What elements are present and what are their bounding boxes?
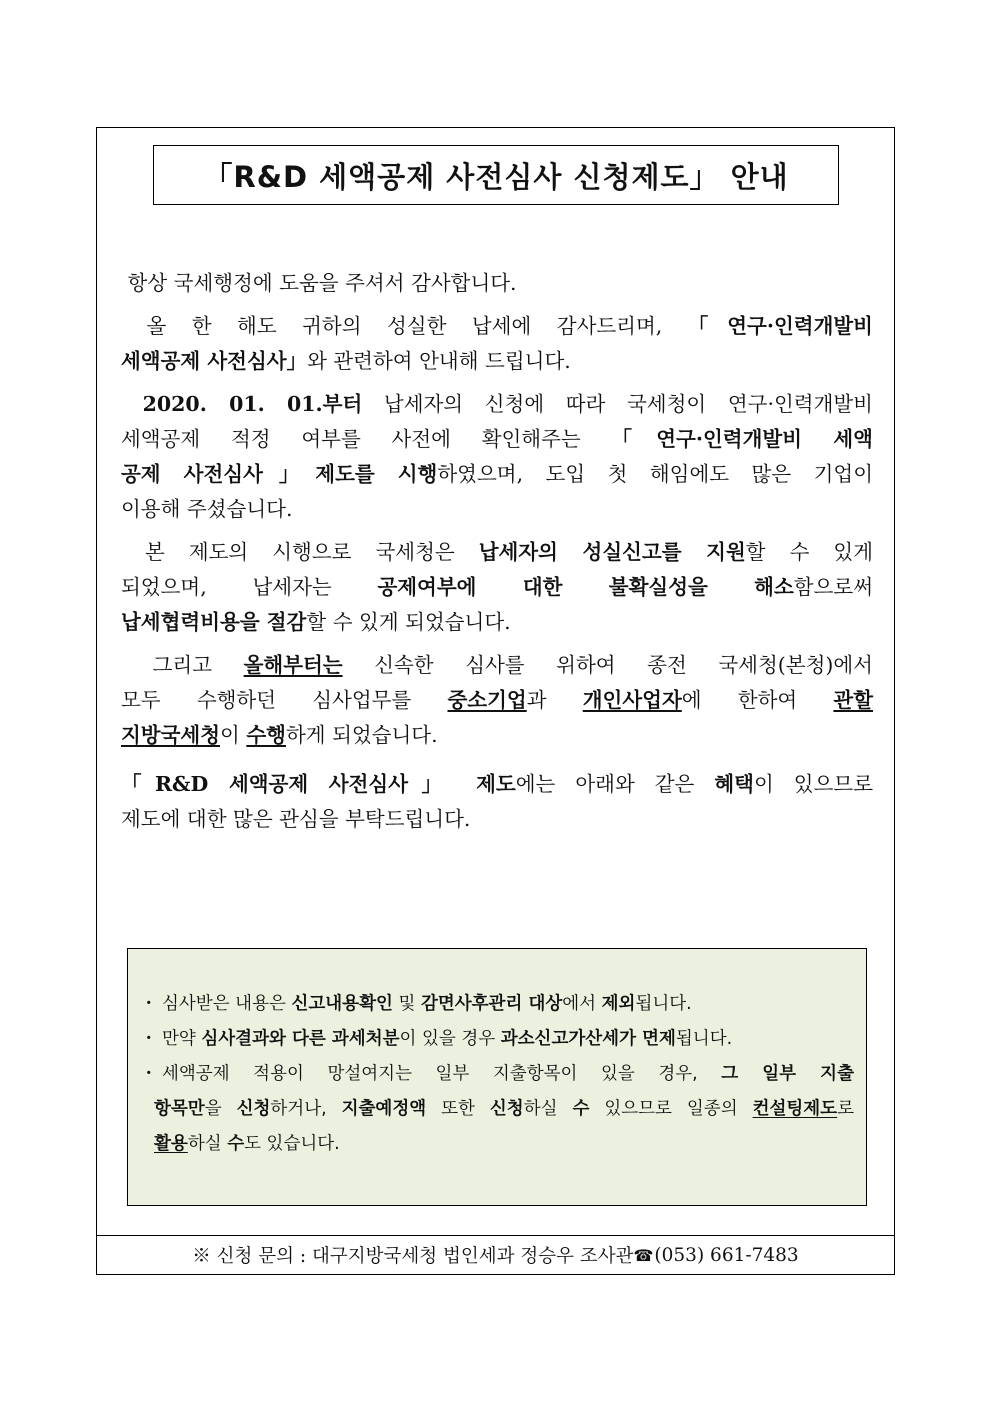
telephone-icon: ☎	[633, 1245, 654, 1265]
text-underlined: 중소기업	[447, 688, 527, 712]
text: 하게 되었습니다.	[285, 723, 438, 747]
text-underlined: 컨설팅제도	[752, 1099, 838, 1119]
bullet-icon: ・	[140, 1064, 158, 1084]
text: 되었으며, 납세자는	[121, 575, 378, 599]
text: 그리고	[152, 653, 244, 677]
text: 하거나,	[270, 1099, 342, 1119]
greeting-text: 항상 국세행정에 도움을 주셔서 감사합니다.	[127, 271, 517, 295]
text: 모두 수행하던 심사업무를	[121, 688, 448, 712]
text: 만약	[162, 1029, 202, 1049]
text: 이	[220, 723, 247, 747]
text: 에는 아래와 같은	[515, 772, 715, 796]
benefits-box	[127, 948, 867, 1206]
text: 에서	[562, 994, 602, 1014]
contact-phone: (053) 661-7483	[654, 1244, 799, 1266]
text-bold: 「R&D 세액공제 사전심사」 제도	[121, 772, 516, 796]
text: 에 한하여	[681, 688, 834, 712]
text-bold: 신청	[236, 1099, 271, 1119]
text: 및	[392, 994, 421, 1014]
text: 와 관련하여 안내해 드립니다.	[307, 349, 571, 373]
text-bold: 「연구·인력개발비 세액	[611, 427, 873, 451]
text-bold: 감면사후관리 대상	[420, 994, 563, 1014]
benefit-item	[140, 1022, 854, 1057]
text-underlined: 개인사업자	[582, 688, 682, 712]
text: 납세자의 신청에 따라 국세청이 연구·인력개발비	[362, 392, 873, 416]
text-bold: 과소신고가산세가 면제	[500, 1029, 676, 1049]
text: 올 한 해도 귀하의 성실한 납세에 감사드리며,	[146, 314, 688, 338]
text-bold: 공제여부에 대한 불확실성을 해소	[377, 575, 794, 599]
text: 제도에 대한 많은 관심을 부탁드립니다.	[121, 807, 471, 831]
notice-body	[121, 266, 873, 845]
text-underlined: 지방국세청	[121, 723, 221, 747]
notice-frame	[96, 127, 895, 1275]
text-bold: 항목만	[154, 1099, 205, 1119]
text-bold: 수	[227, 1134, 245, 1154]
text: 심사받은 내용은	[162, 994, 292, 1014]
bullet-icon: ・	[140, 1029, 158, 1049]
text-bold: 지출예정액	[341, 1099, 427, 1119]
text: 함으로써	[793, 575, 873, 599]
benefit-item	[140, 987, 854, 1022]
text: 있으므로 일종의	[589, 1099, 753, 1119]
text-bold: 수	[572, 1099, 590, 1119]
text: 됩니다.	[675, 1029, 733, 1049]
text-bold: 그 일부 지출	[721, 1064, 854, 1084]
paragraph-effect	[121, 535, 873, 640]
text: 하실	[187, 1134, 228, 1154]
text: 하였으며, 도입 첫 해임에도 많은 기업이	[437, 462, 873, 486]
paragraph-background	[121, 387, 873, 527]
text: 이 있을 경우	[399, 1029, 501, 1049]
text: 이용해 주셨습니다.	[121, 497, 293, 521]
text: 할 수 있게 되었습니다.	[306, 610, 511, 634]
text-bold: 신고내용확인	[291, 994, 393, 1014]
paragraph-closing	[121, 767, 873, 837]
text: 신속한 심사를 위하여 종전 국세청(본청)에서	[342, 653, 873, 677]
text: 과	[526, 688, 583, 712]
text-bold: 납세협력비용을 절감	[121, 610, 307, 634]
text: 도 있습니다.	[244, 1134, 340, 1154]
paragraph-intro	[121, 309, 873, 379]
text: 본 제도의 시행으로 국세청은	[145, 540, 479, 564]
benefits-list	[140, 987, 854, 1162]
paragraph-greeting	[121, 266, 873, 301]
text-bold: 공제 사전심사」제도를 시행	[121, 462, 438, 486]
text-bold: 혜택	[714, 772, 754, 796]
text-bold: 제외	[601, 994, 636, 1014]
text-bold: 심사결과와 다른 과세처분	[201, 1029, 400, 1049]
text-bold: 신청	[489, 1099, 524, 1119]
benefit-item	[140, 1057, 854, 1162]
text: 됩니다.	[635, 994, 692, 1014]
text: 할 수 있게	[745, 540, 874, 564]
text-underlined: 수행	[246, 723, 286, 747]
bullet-icon: ・	[140, 994, 158, 1014]
start-date: 2020. 01. 01.부터	[142, 392, 363, 416]
contact-text: ※ 신청 문의 : 대구지방국세청 법인세과 정승우 조사관	[192, 1246, 634, 1267]
text-bold: 세액공제 사전심사」	[121, 349, 308, 373]
text-bold: 「연구·인력개발비	[687, 314, 873, 338]
title-box	[153, 145, 839, 205]
text: 세액공제 적정 여부를 사전에 확인해주는	[121, 427, 612, 451]
text: 세액공제 적용이 망설여지는 일부 지출항목이 있을 경우,	[162, 1064, 722, 1084]
text-underlined: 올해부터는	[243, 653, 343, 677]
contact-footer	[97, 1236, 894, 1274]
text: 또한	[426, 1099, 490, 1119]
paragraph-change	[121, 648, 873, 753]
text: 이 있으므로	[753, 772, 874, 796]
text-underlined: 활용	[154, 1134, 188, 1154]
text: 을	[204, 1099, 237, 1119]
page-title: 「R&D 세액공제 사전심사 신청제도」 안내	[203, 159, 789, 194]
text: 하실	[523, 1099, 573, 1119]
text-underlined: 관할	[833, 688, 873, 712]
text-bold: 납세자의 성실신고를 지원	[478, 540, 746, 564]
text: 로	[837, 1099, 854, 1119]
